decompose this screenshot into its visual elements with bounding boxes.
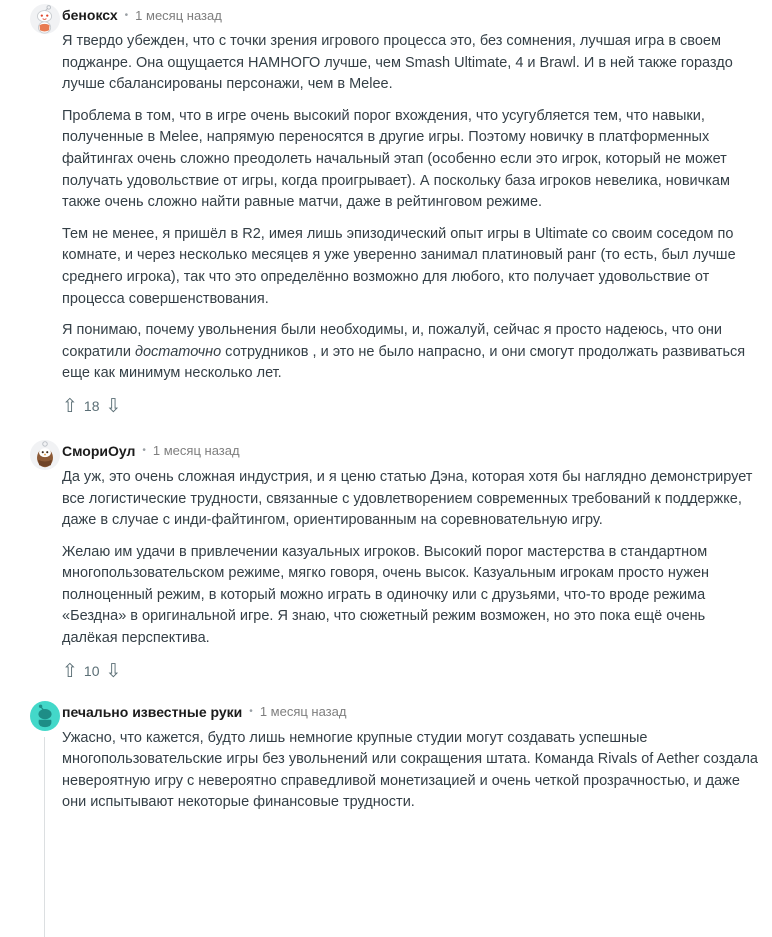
comment-timestamp: 1 месяц назад <box>152 443 240 459</box>
comment <box>30 438 758 683</box>
comment-body <box>62 467 758 650</box>
thread-collapse-line[interactable] <box>44 737 45 937</box>
upvote-icon[interactable]: ⇧ <box>62 394 78 417</box>
comment <box>30 2 758 418</box>
comment-author[interactable]: СмориОул <box>62 442 136 459</box>
separator-dot: • <box>124 9 129 21</box>
comment-timestamp: 1 месяц назад <box>135 7 222 23</box>
vote-controls <box>62 659 758 683</box>
separator-dot: • <box>249 706 253 718</box>
user-avatar-snoo-icon[interactable] <box>30 4 60 34</box>
comment-body <box>62 31 758 385</box>
user-avatar-teal-snoo-icon[interactable] <box>30 701 60 731</box>
vote-count: 18 <box>83 397 100 414</box>
paragraph-text: Я понимаю, почему увольнения были необходимы, и, пожалуй, сейчас я просто надеюсь, что они сократили <box>62 322 723 360</box>
comment-paragraph: Тем не менее, я пришёл в R2, имея лишь эпизодический опыт игры в Ultimate со своим соседом по комнате, и через несколько месяцев я уже уверенно занимал платиновый ранг (то есть, был лучше среднего игрока), так что это определённо возможно для любого, кто получает удовольствие от процесса совершенствования. <box>62 225 736 307</box>
paragraph-italic-text: достаточно <box>134 343 222 360</box>
vote-controls <box>62 394 758 418</box>
comment-paragraph: Да уж, это очень сложная индустрия, и я ценю статью Дэна, которая хотя бы наглядно демонстрирует все логистические трудности, связанные с удовлетворением современных требований к поддержке, даже в случае с инди-файтингом, ориентированным на соревновательную игру. <box>62 468 753 529</box>
comment-paragraph: Желаю им удачи в привлечении казуальных игроков. Высокий порог мастерства в стандартном многопользовательском режиме, мягко говоря, очень высок. Казуальным игрокам просто нужен полноценный режим, в который можно играть в одиночку или с друзьями, что-то вроде режима «Бездна» в оригинальной игре. Я знаю, что сюжетный режим возможен, но это пока ещё очень далёкая перспектива. <box>62 543 710 647</box>
comment-header <box>62 699 758 721</box>
comment-author[interactable]: беноксх <box>62 7 118 23</box>
comment-author[interactable]: печально известные руки <box>62 703 243 720</box>
downvote-icon[interactable]: ⇩ <box>105 394 122 417</box>
paragraph-text: сотрудников , и это не было напрасно, и они смогут продолжать развиваться еще как минимум несколько лет. <box>62 343 746 382</box>
comment-paragraph: Ужасно, что кажется, будто лишь немногие крупные студии могут создавать успешные многопользовательские игры без увольнений или сокращения штата. Команда Rivals of Aether создала невероятную игру с невероятно справедливой монетизацией и очень четкой прозрачностью, и даже они испытывают некоторые финансовые трудности. <box>62 729 758 811</box>
separator-dot: • <box>142 445 146 457</box>
comment-timestamp: 1 месяц назад <box>259 704 347 720</box>
comment-paragraph <box>62 320 758 385</box>
comment-body <box>62 728 758 814</box>
comment-header <box>62 438 758 460</box>
comment-header <box>62 2 758 24</box>
upvote-icon[interactable]: ⇧ <box>62 659 78 682</box>
comment-paragraph: Я твердо убежден, что с точки зрения игрового процесса это, без сомнения, лучшая игра в своем поджанре. Она ощущается НАМНОГО лучше, чем Smash Ultimate, 4 и Brawl. И в ней также гораздо лучше сбалансированы персонажи, чем в Melee. <box>62 33 733 93</box>
user-avatar-owl-icon[interactable] <box>30 440 60 470</box>
comment-paragraph: Проблема в том, что в игре очень высокий порог вхождения, что усугубляется тем, что навыки, полученные в Melee, напрямую переносятся в другие игры. Поэтому новичку в платформенных файтингах очень сложно преодолеть начальный этап (особенно если это игрок, который не может получать удовольствие от игры, когда проигрывает). А поскольку база игроков невелика, новичкам также очень сложно найти равные матчи, даже в рейтинговом режиме. <box>62 107 730 211</box>
vote-count: 10 <box>83 662 100 679</box>
downvote-icon[interactable]: ⇩ <box>105 659 122 682</box>
comment <box>30 699 758 814</box>
